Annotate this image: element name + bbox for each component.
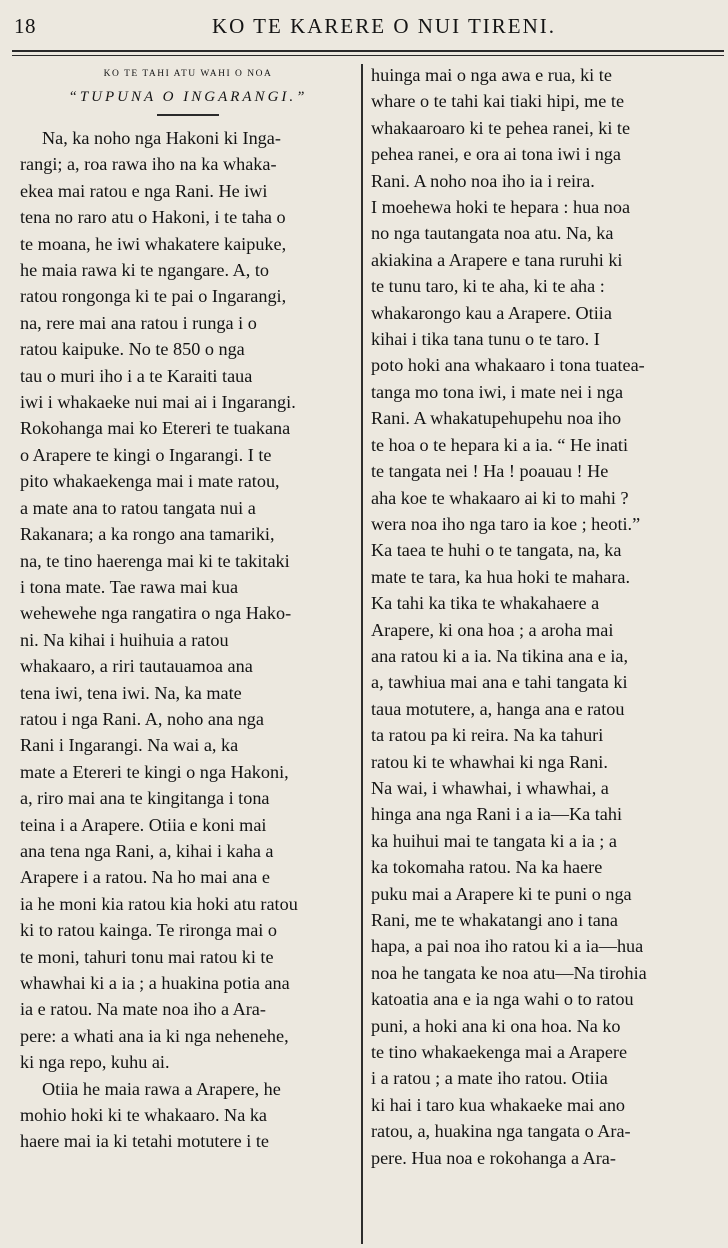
text-line: whakarongo kau a Arapere. Otiia [371, 302, 612, 323]
text-line: Ka taea te huhi o te tangata, na, ka [371, 540, 622, 561]
text-line: ki nga repo, kuhu ai. [20, 1052, 170, 1073]
article-title: “TUPUNA O INGARANGI.” [68, 89, 308, 105]
text-line: noa he tangata ke noa atu—Na tirohia [371, 962, 647, 983]
text-line: ratou kaipuke. No te 850 o nga [20, 339, 245, 360]
text-line: Otiia he maia rawa a Arapere, he [42, 1078, 281, 1099]
text-line: te tunu taro, ki te aha, ki te aha : [371, 276, 605, 297]
text-line: hapa, a pai noa iho ratou ki a ia—hua [371, 936, 644, 957]
column-divider [361, 64, 363, 1244]
text-line: ki to ratou kainga. Te rironga mai o [20, 920, 277, 941]
title-rule [157, 114, 219, 116]
text-line: pere. Hua noa e rokohanga a Ara- [371, 1147, 616, 1168]
text-line: iwi i whakaeke nui mai ai i Ingarangi. [20, 392, 296, 413]
text-line: a, tawhiua mai ana e tahi tangata ki [371, 672, 628, 693]
text-line: Rani. A noho noa iho ia i reira. [371, 170, 595, 191]
text-line: ta ratou pa ki reira. Na ka tahuri [371, 725, 604, 746]
text-line: haere mai ia ki tetahi motutere i te [20, 1131, 269, 1152]
paragraph [20, 125, 356, 1076]
text-line: ka huihui mai te tangata ki a ia ; a [371, 830, 617, 851]
running-title: KO TE KARERE O NUI TIRENI. [211, 14, 557, 38]
text-line: a mate ana to ratou tangata nui a [20, 497, 256, 518]
text-line: ratou i nga Rani. A, noho ana nga [20, 708, 264, 729]
paragraph [20, 1076, 356, 1155]
text-line: ana ratou ki a ia. Na tikina ana e ia, [371, 645, 629, 666]
text-line: i tona mate. Tae rawa mai kua [20, 576, 239, 597]
text-line: no nga tautangata noa atu. Na, ka [371, 223, 614, 244]
text-line: pere: a whati ana ia ki nga nehenehe, [20, 1025, 289, 1046]
text-line: i a ratou ; a mate iho ratou. Otiia [371, 1068, 608, 1089]
text-line: ratou rongonga ki te pai o Ingarangi, [20, 286, 287, 307]
text-line: whare o te tahi kai tiaki hipi, me te [371, 91, 625, 112]
text-line: ratou ki te whawhai ki nga Rani. [371, 751, 608, 772]
text-line: Ka tahi ka tika te whakahaere a [371, 593, 600, 614]
text-line: taua motutere, a, hanga ana e ratou [371, 698, 625, 719]
text-line: Rakanara; a ka rongo ana tamariki, [20, 524, 275, 545]
left-column [20, 66, 356, 1155]
text-line: pito whakaekenga mai i mate ratou, [20, 471, 280, 492]
text-line: te tino whakaekenga mai a Arapere [371, 1042, 628, 1063]
text-line: whakaaroaro ki te pehea ranei, ki te [371, 117, 631, 138]
page-header [0, 0, 728, 50]
text-line: huinga mai o nga awa e rua, ki te [371, 65, 612, 85]
text-line: puni, a hoki ana ki ona hoa. Na ko [371, 1015, 621, 1036]
text-line: pehea ranei, e ora ai tona iwi i nga [371, 144, 621, 165]
text-line: Rani, me te whakatangi ano i tana [371, 910, 618, 930]
text-line: ki hai i taro kua whakaeke mai ano [371, 1094, 626, 1115]
text-line: Arapere i a ratou. Na ho mai ana e [20, 867, 270, 888]
text-line: Rani i Ingarangi. Na wai a, ka [20, 735, 239, 756]
page-number: 18 [14, 14, 36, 38]
text-line: whakaaro, a riri tautauamoa ana [20, 656, 253, 677]
text-line: tena no raro atu o Hakoni, i te taha o [20, 207, 286, 228]
text-line: tau o muri iho i a te Karaiti taua [20, 365, 253, 386]
text-line: Rokohanga mai ko Etereri te tuakana [20, 418, 291, 439]
text-line: na, te tino haerenga mai ki te takitaki [20, 550, 290, 571]
text-line: ka tokomaha ratou. Na ka haere [371, 857, 603, 878]
text-line: akiakina a Arapere e tana ruruhi ki [371, 249, 623, 270]
text-line: teina i a Arapere. Otiia e koni mai [20, 814, 267, 835]
text-line: poto hoki ana whakaaro i tona tuatea- [371, 355, 645, 376]
text-line: Na wai, i whawhai, i whawhai, a [371, 777, 609, 798]
text-line: mate a Etereri te kingi o nga Hakoni, [20, 761, 289, 782]
text-line: ana tena nga Rani, a, kihai i kaha a [20, 840, 274, 861]
text-line: kihai i tika tana tunu o te taro. I [371, 329, 600, 350]
text-line: te tangata nei ! Ha ! poauau ! He [371, 461, 609, 482]
text-line: na, rere mai ana ratou i runga i o [20, 312, 257, 333]
text-line: mohio hoki ki te whakaaro. Na ka [20, 1105, 267, 1126]
text-line: he maia rawa ki te ngangare. A, to [20, 260, 269, 281]
text-line: tanga mo tona iwi, i mate nei i nga [371, 381, 624, 402]
text-line: a, riro mai ana te kingitanga i tona [20, 788, 270, 809]
text-line: wera noa iho nga taro ia koe ; heoti.” [371, 513, 641, 534]
text-line: ni. Na kihai i huihuia a ratou [20, 629, 229, 650]
text-line: wehewehe nga rangatira o nga Hako- [20, 603, 292, 624]
left-body [20, 125, 356, 1155]
text-line: hinga ana nga Rani i a ia—Ka tahi [371, 804, 623, 825]
text-line: tena iwi, tena iwi. Na, ka mate [20, 682, 242, 703]
text-line: puku mai a Arapere ki te puni o nga [371, 883, 632, 904]
text-line: katoatia ana e ia nga wahi o to ratou [371, 989, 634, 1010]
text-line: Arapere, ki ona hoa ; a aroha mai [371, 619, 614, 640]
text-line: aha koe te whakaaro ai ki to mahi ? [371, 487, 629, 508]
text-line: mate te tara, ka hua hoki te mahara. [371, 566, 631, 587]
text-line: rangi; a, roa rawa iho na ka whaka- [20, 154, 277, 175]
right-column [371, 62, 714, 1171]
text-line: te moana, he iwi whakatere kaipuke, [20, 233, 287, 254]
text-line: ia he moni kia ratou kia hoki atu ratou [20, 893, 298, 914]
text-line: ratou, a, huakina nga tangata o Ara- [371, 1121, 631, 1142]
header-rule [12, 50, 724, 56]
text-line: ekea mai ratou e nga Rani. He iwi [20, 180, 268, 201]
text-line: Rani. A whakatupehupehu noa iho [371, 408, 622, 429]
text-line: o Arapere te kingi o Ingarangi. I te [20, 444, 272, 465]
text-line: te hoa o te hepara ki a ia. “ He inati [371, 434, 629, 455]
text-line: ia e ratou. Na mate noa iho a Ara- [20, 999, 266, 1020]
text-line: whawhai ki a ia ; a huakina potia ana [20, 973, 290, 993]
text-line: I moehewa hoki te hepara : hua noa [371, 197, 631, 218]
text-line: te moni, tahuri tonu mai ratou ki te [20, 946, 274, 967]
text-line: Na, ka noho nga Hakoni ki Inga- [42, 128, 281, 148]
article-subheading: KO TE TAHI ATU WAHI O NOA [103, 69, 273, 79]
right-body [371, 62, 714, 1171]
